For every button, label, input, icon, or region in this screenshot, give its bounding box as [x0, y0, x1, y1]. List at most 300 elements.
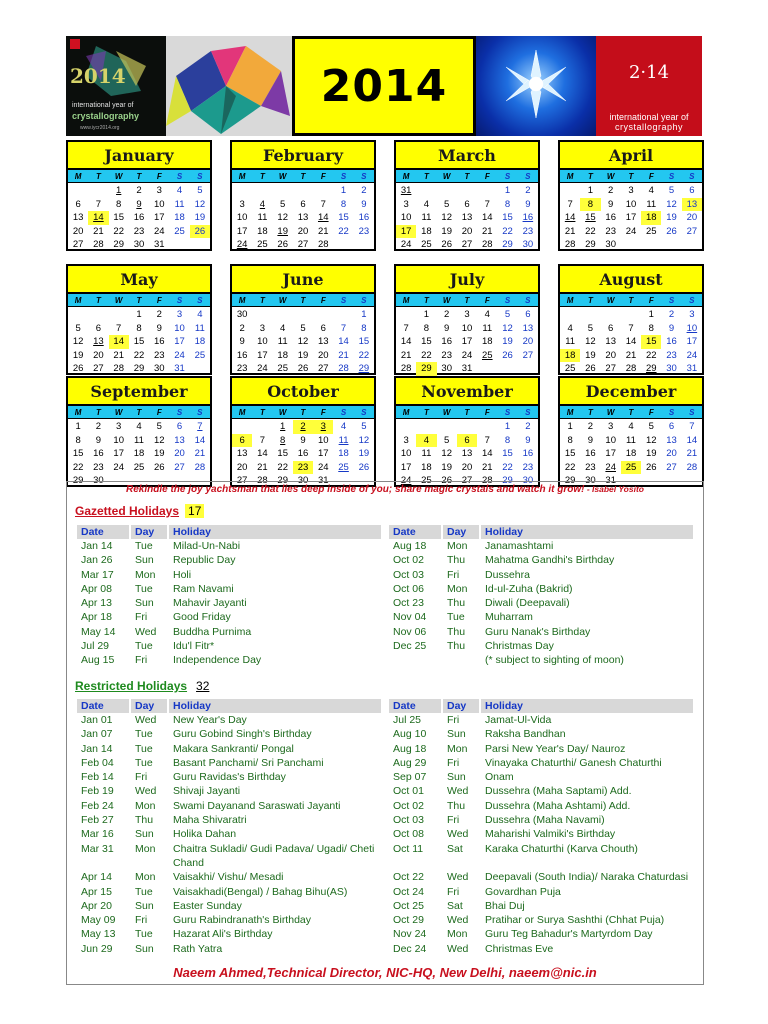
- empty-cell: [293, 184, 313, 198]
- date-grid: [232, 419, 374, 488]
- holiday-date: Dec 25: [393, 640, 427, 653]
- holiday-day: Wed: [447, 828, 469, 841]
- holiday-date: Mar 17: [81, 568, 114, 581]
- date-cell: 30: [297, 475, 309, 486]
- holiday-date: Oct 22: [393, 871, 424, 884]
- date-cell: 1: [136, 309, 142, 320]
- date-cell: 12: [441, 448, 452, 459]
- date-cell: 11: [565, 336, 576, 347]
- date-cell: 24: [236, 239, 248, 250]
- holiday-name: Swami Dayanand Saraswati Jayanti: [173, 799, 341, 812]
- weekday-label: M: [238, 296, 246, 305]
- weekday-label: T: [95, 296, 101, 305]
- weekday-label: F: [648, 296, 654, 305]
- weekday-label: F: [648, 408, 654, 417]
- date-cell: 14: [564, 212, 576, 223]
- date-cell: 19: [194, 212, 206, 223]
- weekday-label: S: [176, 172, 183, 181]
- empty-cell: [641, 238, 661, 252]
- holiday-day: Tue: [135, 582, 153, 595]
- date-cell: 20: [605, 349, 616, 361]
- date-cell: 25: [133, 461, 145, 473]
- date-cell: 15: [277, 448, 288, 459]
- holiday-name: Pratihar or Surya Sashthi (Chhat Puja): [485, 914, 665, 927]
- date-cell: 15: [113, 212, 124, 223]
- row-gap: [383, 727, 387, 741]
- date-cell: 20: [174, 448, 185, 459]
- date-cell: 8: [136, 322, 142, 334]
- date-cell: 9: [136, 198, 142, 210]
- weekday-label: T: [300, 172, 306, 181]
- date-cell: 15: [502, 448, 513, 459]
- date-cell: 13: [682, 198, 702, 212]
- holiday-name: Vaisakhi/ Vishu/ Mesadi: [173, 871, 284, 884]
- empty-cell: [232, 184, 252, 198]
- date-cell: 11: [194, 322, 205, 334]
- weekday-label: S: [668, 296, 675, 305]
- date-cell: 7: [95, 198, 102, 210]
- date-cell: 17: [396, 225, 416, 239]
- weekday-label: W: [442, 172, 451, 181]
- date-cell: 11: [338, 434, 349, 446]
- holiday-date: Apr 13: [81, 597, 112, 610]
- date-cell: 10: [257, 336, 268, 347]
- date-cell: 17: [153, 212, 165, 223]
- holiday-date: Sep 07: [393, 771, 427, 784]
- date-cell: 27: [461, 239, 473, 250]
- holiday-name: Milad-Un-Nabi: [173, 540, 241, 552]
- date-cell: 22: [564, 461, 576, 473]
- date-cell: 29: [502, 475, 513, 486]
- date-cell: 7: [689, 421, 695, 432]
- empty-cell: [416, 184, 436, 198]
- date-cell: 7: [320, 198, 326, 210]
- date-cell: 8: [580, 198, 600, 212]
- holiday-name: Parsi New Year's Day/ Nauroz: [485, 742, 626, 755]
- date-cell: 12: [666, 198, 677, 210]
- holiday-date: Jan 01: [81, 714, 113, 726]
- date-cell: 12: [358, 434, 370, 446]
- date-cell: 20: [297, 225, 309, 237]
- holiday-row: [77, 813, 697, 827]
- date-cell: 25: [277, 363, 288, 374]
- year-title-box: [292, 36, 476, 136]
- date-cell: 16: [585, 448, 596, 459]
- date-cell: 24: [461, 349, 473, 361]
- holiday-name: Bhai Duj: [485, 899, 525, 912]
- month-name: April: [560, 142, 702, 170]
- date-cell: 1: [423, 309, 430, 320]
- weekday-label: T: [628, 296, 634, 305]
- date-cell: 21: [93, 225, 104, 237]
- holiday-name: Guru Teg Bahadur's Martyrdom Day: [485, 928, 653, 941]
- date-cell: 21: [481, 225, 493, 237]
- empty-cell: [273, 308, 293, 322]
- date-cell: 30: [585, 475, 596, 486]
- date-cell: 7: [484, 434, 490, 446]
- right-poster-line1: international year of: [609, 112, 689, 122]
- row-gap: [383, 568, 387, 582]
- holiday-name: Maharishi Valmiki's Birthday: [485, 828, 616, 841]
- holiday-date: Mar 16: [81, 828, 114, 841]
- date-cell: 26: [585, 363, 596, 374]
- date-cell: 27: [686, 225, 698, 237]
- date-cell: 16: [666, 336, 677, 347]
- date-cell: 2: [525, 185, 531, 196]
- date-grid: [232, 307, 374, 376]
- holiday-name: (* subject to sighting of moon): [485, 654, 624, 667]
- month-october: [230, 376, 376, 487]
- weekday-label: T: [464, 296, 470, 305]
- date-cell: 31: [400, 185, 412, 196]
- weekday-label: T: [259, 408, 265, 417]
- date-cell: 20: [236, 461, 248, 473]
- date-cell: 14: [317, 212, 329, 223]
- date-cell: 8: [75, 434, 81, 446]
- holiday-day: Wed: [447, 942, 469, 955]
- date-cell: 19: [358, 448, 370, 459]
- weekday-label: T: [423, 172, 429, 181]
- date-cell: 19: [502, 336, 513, 347]
- iycr-poster-left: [66, 36, 166, 136]
- date-cell: 25: [421, 239, 432, 250]
- date-cell: 21: [686, 448, 698, 459]
- weekday-label: F: [484, 408, 490, 417]
- holiday-name: Diwali (Deepavali): [485, 597, 570, 610]
- month-name: November: [396, 378, 538, 406]
- author-footer: Naeem Ahmed,Technical Director, NIC-HQ, New Delhi, naeem@nic.in: [173, 965, 597, 980]
- banner: [66, 36, 702, 136]
- row-gap: [383, 870, 387, 884]
- date-cell: 12: [502, 322, 513, 334]
- weekday-label: S: [525, 296, 531, 305]
- holiday-day: [443, 653, 479, 667]
- date-cell: 22: [338, 225, 349, 237]
- date-cell: 2: [361, 185, 367, 196]
- holiday-date: Feb 19: [81, 785, 114, 798]
- holiday-date: Jan 14: [81, 742, 113, 755]
- date-cell: 28: [338, 363, 349, 374]
- weekday-label: F: [156, 172, 162, 181]
- weekday-label: W: [278, 296, 287, 305]
- date-cell: 2: [525, 421, 531, 432]
- weekday-header: [560, 170, 702, 183]
- holiday-row: [77, 827, 697, 841]
- weekday-label: F: [156, 296, 162, 305]
- column-header: Holiday: [169, 699, 381, 713]
- month-name: June: [232, 266, 374, 294]
- weekday-label: T: [259, 172, 265, 181]
- gazetted-heading: [75, 504, 204, 518]
- date-cell: 25: [421, 475, 432, 486]
- date-cell: 22: [113, 225, 124, 237]
- weekday-label: S: [525, 408, 531, 417]
- row-gap: [383, 942, 387, 956]
- date-cell: 26: [502, 349, 513, 361]
- weekday-label: S: [525, 172, 531, 181]
- holiday-name: Ram Navami: [173, 582, 234, 595]
- date-cell: 2: [668, 309, 675, 320]
- date-cell: 30: [153, 363, 165, 374]
- date-cell: 8: [423, 322, 430, 334]
- holiday-row: [77, 870, 697, 884]
- date-cell: 16: [153, 336, 165, 347]
- empty-cell: [354, 238, 374, 252]
- date-cell: 23: [522, 461, 534, 473]
- weekday-label: F: [484, 172, 490, 181]
- date-cell: 13: [236, 448, 248, 459]
- date-cell: 4: [648, 185, 654, 196]
- date-cell: 5: [280, 198, 286, 210]
- empty-cell: [416, 420, 436, 434]
- date-cell: 7: [340, 322, 347, 334]
- row-gap: [383, 799, 387, 813]
- date-cell: 28: [481, 475, 493, 486]
- holiday-row: [77, 742, 697, 756]
- holiday-name: Govardhan Puja: [485, 885, 561, 898]
- holiday-date: Nov 06: [393, 625, 427, 638]
- weekday-label: T: [464, 172, 470, 181]
- holiday-day: Fri: [135, 611, 148, 624]
- date-cell: 27: [236, 475, 248, 486]
- weekday-label: T: [464, 408, 470, 417]
- date-cell: 1: [75, 421, 81, 432]
- date-cell: 4: [567, 322, 573, 334]
- date-cell: 10: [461, 322, 473, 334]
- date-cell: 26: [190, 225, 210, 239]
- date-cell: 28: [257, 475, 268, 486]
- weekday-label: S: [176, 296, 183, 305]
- date-cell: 7: [484, 198, 490, 210]
- date-cell: 29: [277, 475, 288, 486]
- date-cell: 20: [461, 461, 473, 473]
- date-cell: 16: [522, 448, 534, 459]
- date-cell: 17: [236, 225, 248, 237]
- date-cell: 14: [686, 434, 698, 446]
- date-cell: 24: [686, 349, 698, 361]
- date-grid: [560, 307, 702, 376]
- date-cell: 15: [585, 212, 596, 223]
- holiday-day: Wed: [135, 785, 157, 798]
- weekday-label: W: [278, 172, 287, 181]
- holiday-date: Oct 23: [393, 597, 424, 610]
- date-cell: 13: [461, 212, 473, 223]
- holiday-name: Guru Gobind Singh's Birthday: [173, 728, 312, 741]
- date-cell: 1: [504, 185, 511, 196]
- date-cell: 2: [239, 322, 245, 334]
- holiday-row: [77, 727, 697, 741]
- holiday-day: Sun: [135, 828, 154, 841]
- date-cell: 18: [421, 461, 432, 473]
- weekday-label: T: [136, 296, 142, 305]
- date-cell: 30: [93, 475, 104, 486]
- date-cell: 26: [277, 239, 288, 250]
- date-cell: 11: [646, 198, 657, 210]
- weekday-label: M: [74, 172, 82, 181]
- holiday-row: [77, 913, 697, 927]
- date-cell: 9: [300, 434, 306, 446]
- holiday-name: Good Friday: [173, 611, 231, 624]
- date-cell: 19: [153, 448, 165, 459]
- weekday-label: S: [197, 296, 203, 305]
- weekday-label: T: [300, 296, 306, 305]
- date-cell: 16: [522, 212, 534, 223]
- holiday-row: [77, 582, 697, 596]
- date-cell: 14: [338, 336, 349, 347]
- weekday-label: M: [566, 172, 574, 181]
- date-cell: 1: [567, 421, 573, 432]
- date-cell: 11: [134, 434, 144, 446]
- holiday-day: Thu: [447, 597, 466, 610]
- holiday-day: Tue: [135, 728, 153, 741]
- date-cell: 2: [608, 185, 614, 196]
- date-cell: 9: [608, 198, 614, 210]
- date-cell: 2: [293, 420, 313, 434]
- holiday-name: Id-ul-Zuha (Bakrid): [485, 582, 573, 595]
- date-cell: 21: [400, 349, 412, 361]
- holiday-row: [77, 625, 697, 639]
- date-cell: 25: [174, 225, 185, 237]
- date-cell: 24: [317, 461, 329, 473]
- quote-author: - Isabel Yosito: [584, 484, 644, 494]
- holiday-row: [77, 942, 697, 956]
- month-august: [558, 264, 704, 375]
- date-cell: 31: [605, 475, 616, 486]
- holiday-day: Sat: [447, 899, 463, 912]
- date-cell: 28: [194, 461, 206, 473]
- holiday-name: Jamat-Ul-Vida: [485, 714, 552, 726]
- date-cell: 1: [361, 309, 367, 320]
- date-cell: 3: [116, 421, 122, 432]
- date-cell: 3: [608, 421, 614, 432]
- date-cell: 14: [400, 336, 412, 347]
- date-cell: 15: [338, 212, 349, 223]
- date-cell: 7: [259, 434, 266, 446]
- holiday-day: Thu: [447, 640, 466, 653]
- date-cell: 6: [232, 434, 252, 448]
- weekday-header: [232, 406, 374, 419]
- date-cell: 20: [317, 349, 329, 361]
- date-cell: 16: [297, 448, 309, 459]
- date-cell: 2: [444, 309, 450, 320]
- weekday-label: S: [197, 408, 203, 417]
- weekday-label: S: [668, 408, 675, 417]
- weekday-label: F: [648, 172, 654, 181]
- month-name: October: [232, 378, 374, 406]
- holiday-day: Fri: [447, 568, 460, 581]
- date-cell: 17: [317, 448, 329, 459]
- date-cell: 30: [133, 239, 145, 250]
- date-cell: 29: [113, 239, 124, 250]
- column-header: Date: [389, 699, 441, 713]
- date-cell: 18: [277, 349, 288, 361]
- date-cell: 2: [95, 421, 102, 432]
- holiday-date: Oct 01: [393, 785, 424, 798]
- date-cell: 15: [564, 448, 576, 459]
- date-cell: 29: [358, 363, 370, 374]
- weekday-label: W: [114, 408, 123, 417]
- date-cell: 28: [564, 239, 576, 250]
- holiday-day: Fri: [135, 771, 148, 784]
- date-cell: 13: [72, 212, 84, 223]
- date-grid: [68, 183, 210, 252]
- weekday-label: M: [402, 172, 410, 181]
- weekday-label: S: [689, 172, 695, 181]
- date-cell: 12: [585, 336, 596, 347]
- date-cell: 6: [525, 309, 531, 320]
- weekday-label: W: [606, 296, 615, 305]
- holiday-name: Guru Nanak's Birthday: [485, 625, 591, 638]
- date-cell: 27: [522, 349, 534, 361]
- holiday-row: [77, 653, 697, 667]
- holiday-name: Mahavir Jayanti: [173, 597, 247, 610]
- weekday-label: T: [587, 172, 593, 181]
- date-cell: 21: [317, 225, 329, 237]
- date-cell: 15: [641, 335, 661, 349]
- date-grid: [68, 307, 210, 376]
- date-cell: 11: [277, 336, 288, 347]
- calendar-months: [66, 140, 704, 486]
- weekday-label: T: [628, 172, 634, 181]
- row-gap: [383, 899, 387, 913]
- holiday-day: Fri: [447, 885, 460, 898]
- month-may: [66, 264, 212, 375]
- date-cell: 10: [174, 322, 185, 334]
- holiday-date: May 13: [81, 928, 116, 941]
- holiday-row: [77, 596, 697, 610]
- holiday-date: Aug 10: [393, 728, 427, 741]
- empty-cell: [333, 238, 353, 252]
- iycr-poster-right: [596, 36, 702, 136]
- date-cell: 25: [194, 349, 206, 361]
- weekday-label: M: [566, 408, 574, 417]
- date-cell: 19: [645, 448, 657, 459]
- holiday-name: Mahatma Gandhi's Birthday: [485, 554, 615, 567]
- empty-cell: [477, 362, 497, 376]
- date-cell: 3: [464, 309, 470, 320]
- holiday-date: Jul 29: [81, 640, 110, 653]
- date-cell: 10: [686, 322, 698, 334]
- date-cell: 8: [280, 434, 286, 446]
- weekday-label: S: [504, 296, 511, 305]
- date-cell: 6: [320, 322, 326, 334]
- column-header: Date: [389, 525, 441, 539]
- date-cell: 12: [645, 434, 657, 446]
- date-cell: 9: [668, 322, 675, 334]
- empty-cell: [682, 238, 702, 252]
- date-cell: 23: [93, 461, 104, 473]
- date-cell: 11: [421, 212, 432, 223]
- column-header: Day: [443, 699, 479, 713]
- holiday-name: Guru Rabindranath's Birthday: [173, 914, 311, 927]
- date-grid: [560, 183, 702, 252]
- row-gap: [383, 553, 387, 567]
- date-cell: 25: [564, 363, 576, 374]
- date-cell: 5: [648, 421, 654, 432]
- holiday-name: Dussehra (Maha Navami): [485, 814, 605, 827]
- month-name: May: [68, 266, 210, 294]
- weekday-header: [560, 294, 702, 307]
- date-cell: 1: [280, 421, 286, 432]
- date-cell: 21: [113, 349, 124, 361]
- holiday-day: Tue: [135, 756, 153, 769]
- date-cell: 16: [133, 212, 145, 223]
- weekday-label: T: [136, 172, 142, 181]
- date-cell: 21: [194, 448, 206, 459]
- date-cell: 23: [522, 225, 534, 237]
- empty-cell: [252, 420, 272, 434]
- holiday-name: Vaisakhadi(Bengal) / Bahag Bihu(AS): [173, 885, 348, 898]
